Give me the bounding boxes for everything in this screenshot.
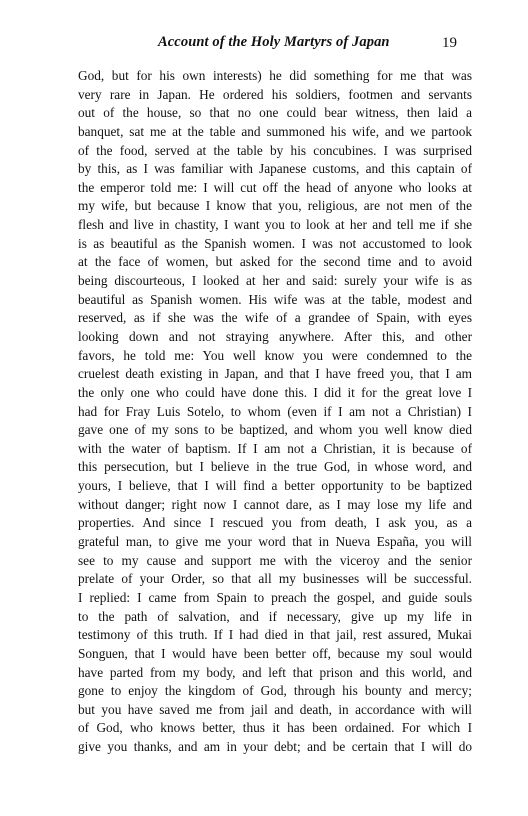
text-line: with the water of baptism. If I am not a Christian, it is because of bbox=[78, 440, 472, 456]
text-line: out of the house, so that no one could bear witness, then laid a bbox=[78, 105, 472, 121]
text-line: Songuen, that I would have been better off, because my soul would bbox=[78, 645, 472, 661]
text-line: testimony of this truth. If I had died in that jail, rest assured, Mukai bbox=[78, 627, 472, 643]
text-line: properties. And since I rescued you from death, I ask you, as a bbox=[78, 515, 472, 531]
text-line: but you have saved me from jail and death, in accordance with will bbox=[78, 701, 472, 717]
text-line: at the face of women, but asked for the second time and to avoid bbox=[78, 254, 472, 270]
text-line: without danger; right now I cannot dare, as I may lose my life and bbox=[78, 496, 472, 512]
text-line: by this, as I was familiar with Japanese customs, and this captain of bbox=[78, 161, 472, 177]
text-line: very rare in Japan. He ordered his soldiers, footmen and servants bbox=[78, 86, 472, 102]
text-line: of God, who knows better, thus it has been ordained. For which I bbox=[78, 720, 472, 736]
running-title: Account of the Holy Martyrs of Japan bbox=[158, 34, 390, 50]
text-line: grateful man, to give me your word that in Nueva España, you will bbox=[78, 534, 472, 550]
text-line: cruelest death existing in Japan, and that I have freed you, that I am bbox=[78, 366, 472, 382]
text-line: beautiful as Spanish women. His wife was at the table, modest and bbox=[78, 291, 472, 307]
text-line: gone to enjoy the kingdom of God, through his bounty and mercy; bbox=[78, 683, 472, 699]
text-line: flesh and live in chastity, I want you to look at her and tell me if she bbox=[78, 217, 472, 233]
text-line: give you thanks, and am in your debt; and be certain that I will do bbox=[78, 739, 472, 755]
text-line: yours, I believe, that I will find a better opportunity to be baptized bbox=[78, 478, 472, 494]
text-line: this persecution, but I believe in the true God, in whose word, and bbox=[78, 459, 472, 475]
running-header bbox=[78, 34, 472, 54]
text-line: of the food, served at the table by his concubines. I was surprised bbox=[78, 142, 472, 158]
text-line: looking down and not straying anywhere. After this, and other bbox=[78, 328, 472, 344]
text-line: my wife, but because I know that you, religious, are not men of the bbox=[78, 198, 472, 214]
text-line: to the path of salvation, and if necessary, give up my life in bbox=[78, 608, 472, 624]
text-line: have parted from my body, and left that prison and this world, and bbox=[78, 664, 472, 680]
text-line: God, but for his own interests) he did something for me that was bbox=[78, 68, 472, 83]
text-line: gave one of my sons to be baptized, and whom you well know died bbox=[78, 422, 472, 438]
page-number: 19 bbox=[442, 35, 457, 51]
text-line: had for Fray Luis Sotelo, to whom (even if I am not a Christian) I bbox=[78, 403, 472, 419]
text-line: is as beautiful as the Spanish women. I was not accustomed to look bbox=[78, 235, 472, 251]
text-line: the only one who could have done this. I did it for the great love I bbox=[78, 384, 472, 400]
text-line: see to my cause and support me with the viceroy and the senior bbox=[78, 552, 472, 568]
text-line: being discourteous, I looked at her and said: surely your wife is as bbox=[78, 273, 472, 289]
text-line: I replied: I came from Spain to preach the gospel, and guide souls bbox=[78, 589, 472, 605]
text-line: favors, he told me: You well know you were condemned to the bbox=[78, 347, 472, 363]
body-text bbox=[78, 67, 472, 757]
text-line: banquet, sat me at the table and summoned his wife, and we partook bbox=[78, 123, 472, 139]
text-line: the emperor told me: I will cut off the head of anyone who looks at bbox=[78, 179, 472, 195]
text-line: prelate of your Order, so that all my businesses will be successful. bbox=[78, 571, 472, 587]
text-line: reserved, as if she was the wife of a grandee of Spain, with eyes bbox=[78, 310, 472, 326]
